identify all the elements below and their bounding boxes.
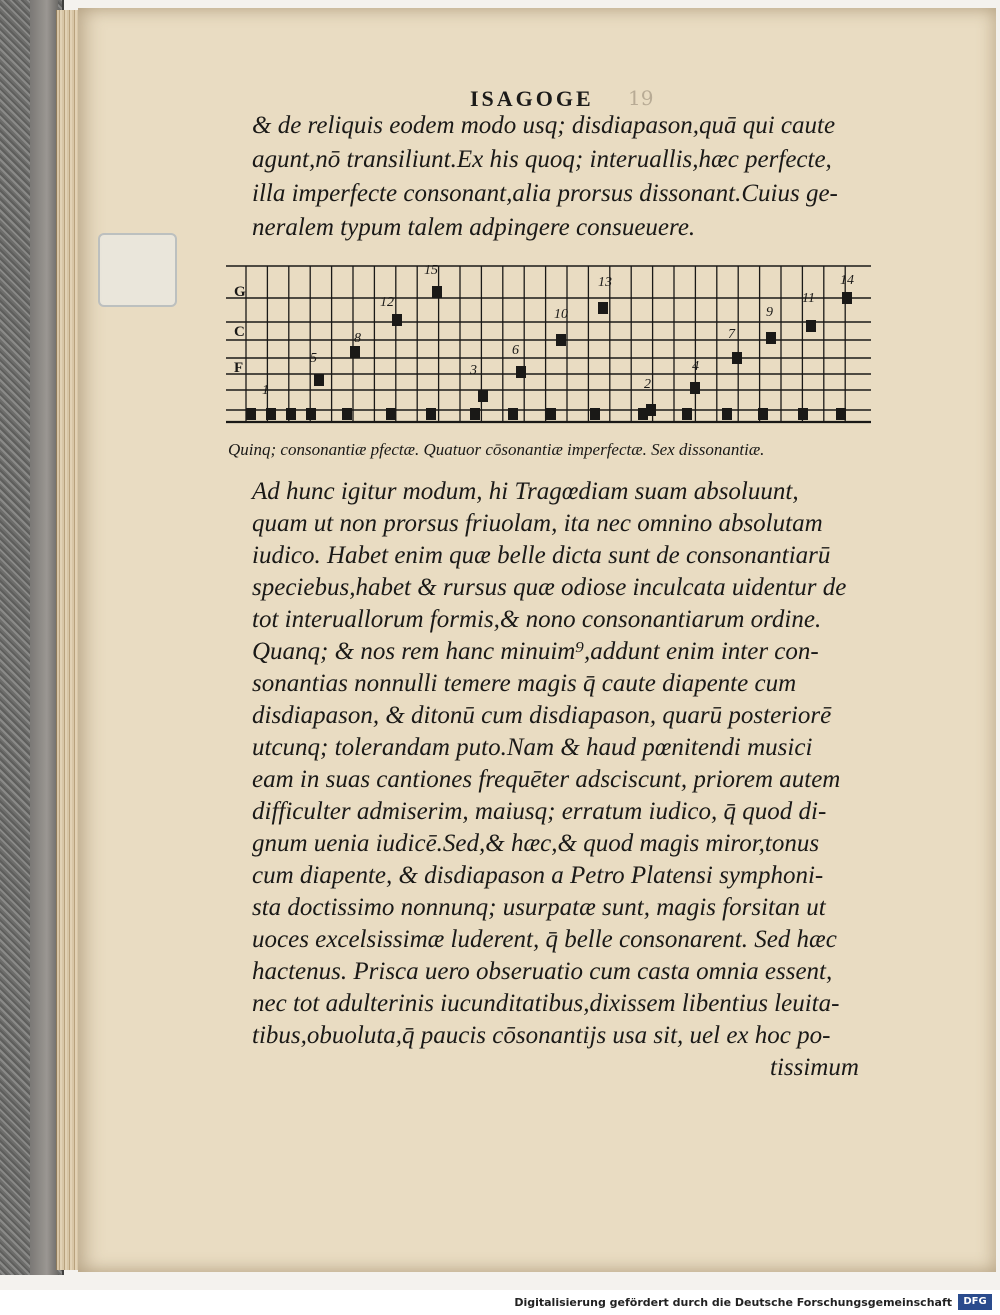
interval-number: 13 xyxy=(598,275,612,290)
text-line: speciebus,habet & rursus quæ odiose inculcata uidentur de xyxy=(252,574,847,601)
interval-number: 8 xyxy=(354,331,361,346)
interval-number: 6 xyxy=(512,343,519,358)
note-block xyxy=(836,408,846,420)
note-block xyxy=(682,408,692,420)
note-block xyxy=(842,292,852,304)
interval-number: 7 xyxy=(728,327,735,342)
text-line: illa imperfecte consonant,alia prorsus dissonant.Cuius ge- xyxy=(252,180,838,207)
text-line: cum diapente, & disdiapason a Petro Platensi symphoni- xyxy=(252,862,824,889)
note-block xyxy=(286,408,296,420)
note-block xyxy=(342,408,352,420)
note-block xyxy=(646,404,656,416)
interval-number: 15 xyxy=(424,263,438,278)
text-line: disdiapason, & ditonū cum disdiapason, quarū posteriorē xyxy=(252,702,832,729)
text-line: tot interuallorum formis,& nono consonantiarum ordine. xyxy=(252,606,822,633)
note-block xyxy=(556,334,566,346)
cover-edge xyxy=(30,0,58,1275)
interval-number: 10 xyxy=(554,307,568,322)
interval-number: 3 xyxy=(470,363,477,378)
clef-letter: G xyxy=(234,284,246,300)
text-line: agunt,nō transiliunt.Ex his quoq; interuallis,hæc perfecte, xyxy=(252,146,832,173)
plastic-clip xyxy=(98,233,177,307)
text-line: & de reliquis eodem modo usq; disdiapason,quā qui caute xyxy=(252,112,836,139)
note-block xyxy=(508,408,518,420)
text-line: sta doctissimo nonnunq; usurpatæ sunt, magis forsitan ut xyxy=(252,894,826,921)
text-line: hactenus. Prisca uero obseruatio cum casta omnia essent, xyxy=(252,958,833,985)
text-line: utcunq; tolerandam puto.Nam & haud pœnitendi musici xyxy=(252,734,813,761)
note-block xyxy=(598,302,608,314)
interval-number: 5 xyxy=(310,351,317,366)
interval-number: 12 xyxy=(380,295,394,310)
text-line: gnum uenia iudicē.Sed,& hæc,& quod magis miror,tonus xyxy=(252,830,820,857)
dfg-logo: DFG xyxy=(958,1294,992,1310)
interval-number: 9 xyxy=(766,305,773,320)
note-block xyxy=(516,366,526,378)
interval-number: 11 xyxy=(802,291,815,306)
note-block xyxy=(432,286,442,298)
note-block xyxy=(722,408,732,420)
note-block xyxy=(386,408,396,420)
note-block xyxy=(806,320,816,332)
text-line: Ad hunc igitur modum, hi Tragœdiam suam absoluunt, xyxy=(252,478,799,505)
text-line: quam ut non prorsus friuolam, ita nec omnino absolutam xyxy=(252,510,823,537)
page-number: 19 xyxy=(628,86,654,110)
text-line: sonantias nonnulli temere magis q̄ caute diapente cum xyxy=(252,670,797,697)
note-block xyxy=(392,314,402,326)
note-block xyxy=(546,408,556,420)
note-block xyxy=(758,408,768,420)
note-block xyxy=(798,408,808,420)
interval-number: 2 xyxy=(644,377,651,392)
running-head: ISAGOGE xyxy=(470,86,594,111)
text-line: uoces excelsissimæ luderent, q̄ belle consonarent. Sed hæc xyxy=(252,926,837,953)
note-block xyxy=(350,346,360,358)
diagram-caption: Quinq; consonantiæ pfectæ. Quatuor cōsonantiæ imperfectæ. Sex dissonantiæ. xyxy=(228,440,765,459)
text-line: Quanq; & nos rem hanc minuim⁹,addunt enim inter con- xyxy=(252,638,819,665)
note-block xyxy=(470,408,480,420)
interval-diagram xyxy=(226,262,874,437)
text-line: nec tot adulterinis iucunditatibus,dixissem libentius leuita- xyxy=(252,990,840,1017)
note-block xyxy=(314,374,324,386)
note-block xyxy=(478,390,488,402)
clef-letter: F xyxy=(234,360,244,376)
interval-number: 4 xyxy=(692,359,699,374)
note-block xyxy=(690,382,700,394)
text-line: eam in suas cantiones frequēter adsciscunt, priorem autem xyxy=(252,766,841,793)
funding-credit: Digitalisierung gefördert durch die Deutsche Forschungsgemeinschaft xyxy=(514,1296,952,1309)
note-block xyxy=(590,408,600,420)
text-line: tibus,obuoluta,q̄ paucis cōsonantijs usa sit, uel ex hoc po- xyxy=(252,1022,831,1049)
interval-number: 1 xyxy=(262,383,269,398)
text-line: difficulter admiserim, maiusq; erratum iudico, q̄ quod di- xyxy=(252,798,827,825)
note-block xyxy=(266,408,276,420)
clef-letter: C xyxy=(234,324,245,340)
note-block xyxy=(306,408,316,420)
text-line: tissimum xyxy=(770,1054,859,1081)
note-block xyxy=(732,352,742,364)
note-block xyxy=(426,408,436,420)
text-line: neralem typum talem adpingere consueuere. xyxy=(252,214,696,241)
note-block xyxy=(766,332,776,344)
interval-number: 14 xyxy=(840,273,854,288)
footer-bar xyxy=(0,1290,1000,1315)
text-line: iudico. Habet enim quæ belle dicta sunt de consonantiarū xyxy=(252,542,831,569)
note-block xyxy=(246,408,256,420)
